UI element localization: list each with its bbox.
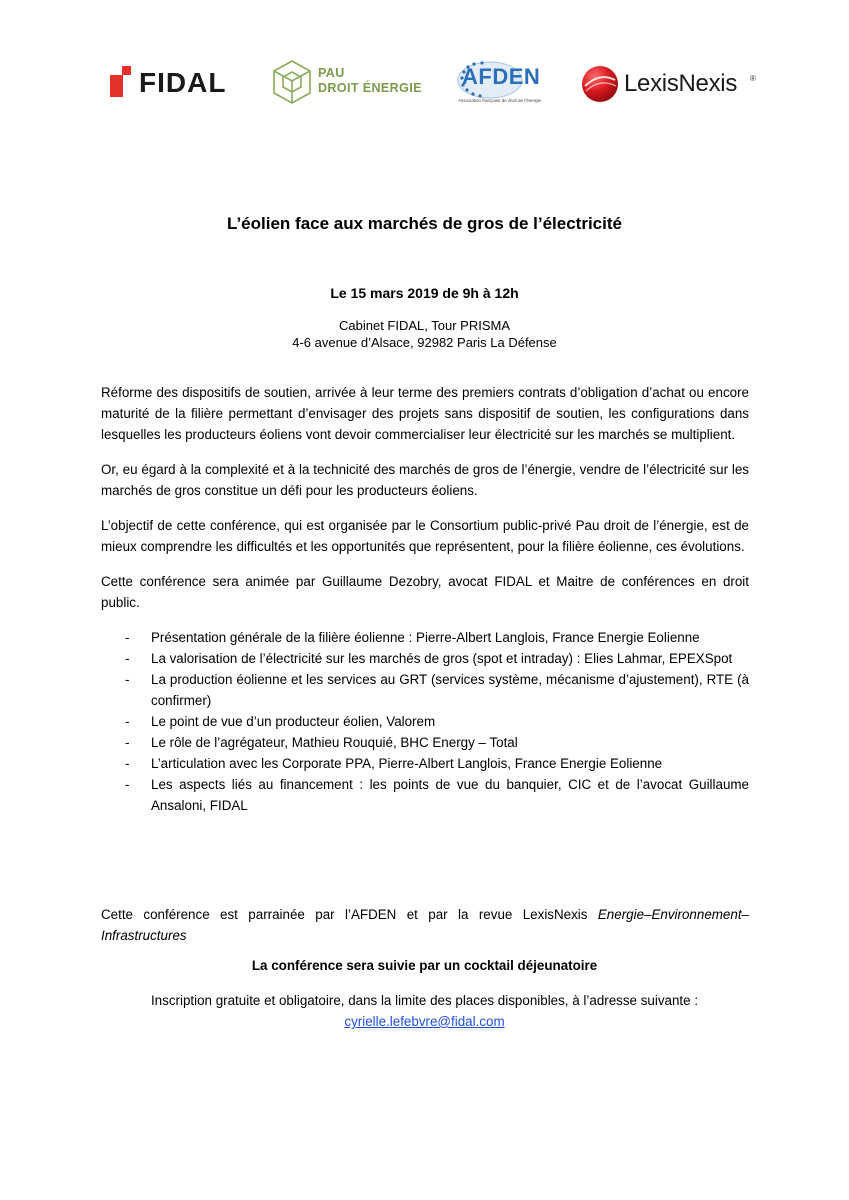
program-item: - La valorisation de l’électricité sur les marchés de gros (spot et intraday) : Elies Lahmar, EPEXSpot (101, 648, 749, 669)
venue-line-2: 4-6 avenue d’Alsace, 92982 Paris La Défense (292, 335, 557, 350)
paragraph: Cette conférence sera animée par Guillaume Dezobry, avocat FIDAL et Maitre de conférences en droit public. (101, 574, 749, 610)
paragraph: L’objectif de cette conférence, qui est organisée par le Consortium public-privé Pau droit de l’énergie, est de mieux comprendre les difficultés et les opportunités que représentent, pour la filière éolienne, ces évolutions. (101, 518, 749, 554)
body-text (101, 382, 749, 816)
program-item: - L’articulation avec les Corporate PPA, Pierre-Albert Langlois, France Energie Eolienne (101, 753, 749, 774)
fidal-logo (106, 62, 246, 102)
lexisnexis-sphere-icon (580, 64, 620, 104)
signup-info (0, 990, 849, 1032)
sponsor-sentence: Cette conférence est parrainée par l’AFDEN et par la revue LexisNexis (101, 907, 598, 922)
logo-bar (0, 0, 849, 130)
paragraph: Or, eu égard à la complexité et à la technicité des marchés de gros de l’énergie, vendre de l’électricité sur les marchés de gros constitue un défi pour les producteurs éoliens. (101, 462, 749, 498)
sponsor-text (101, 904, 749, 946)
fidal-mark-icon (106, 62, 136, 98)
afden-logo (452, 58, 552, 110)
event-date: Le 15 mars 2019 de 9h à 12h (330, 285, 519, 301)
pau-droit-energie-logo (270, 58, 440, 128)
paragraph: Réforme des dispositifs de soutien, arrivée à leur terme des premiers contrats d’obligation d’achat ou encore maturité de la filière permettant d’envisager des projets sans dispositif de soutien, les configurations dans lesquelles les producteurs éoliens vont devoir commercialiser leur électricité sur les marchés se multiplient. (101, 385, 749, 442)
program-item: - Présentation générale de la filière éolienne : Pierre-Albert Langlois, France Energie Eolienne (101, 627, 749, 648)
program-item: - La production éolienne et les services au GRT (services système, mécanisme d’ajustement), RTE (à confirmer) (101, 669, 749, 711)
program-item: - Le rôle de l’agrégateur, Mathieu Rouquié, BHC Energy – Total (101, 732, 749, 753)
email-link[interactable]: cyrielle.lefebvre@fidal.com (344, 1014, 505, 1029)
fidal-logo-text: FIDAL (139, 67, 227, 98)
afden-logo-text: AFDEN (462, 64, 541, 89)
event-venue (0, 317, 849, 351)
pau-logo-line1: PAU (318, 66, 345, 80)
venue-line-1: Cabinet FIDAL, Tour PRISMA (339, 318, 510, 333)
registered-mark: ® (750, 74, 756, 83)
signup-text: Inscription gratuite et obligatoire, dans la limite des places disponibles, à l’adresse suivante : (150, 993, 699, 1008)
lexisnexis-logo-text: LexisNexis (624, 70, 738, 97)
lexisnexis-logo (580, 64, 760, 106)
program-item: - Les aspects liés au financement : les points de vue du banquier, CIC et de l’avocat Guillaume Ansaloni, FIDAL (101, 774, 749, 816)
program-list (101, 627, 749, 816)
afden-logo-subtitle: Association française de droit de l'énergie (458, 98, 542, 103)
pau-logo-line2: DROIT ÉNERGIE (318, 81, 422, 95)
cube-icon (270, 58, 314, 108)
pau-logo-text (318, 66, 422, 96)
cocktail-notice: La conférence sera suivie par un cocktail déjeunatoire (251, 958, 598, 973)
page-title: L’éolien face aux marchés de gros de l’électricité (227, 214, 622, 233)
program-item: - Le point de vue d’un producteur éolien, Valorem (101, 711, 749, 732)
journal-title: Energie–Environnement–Infrastructures (101, 907, 749, 943)
